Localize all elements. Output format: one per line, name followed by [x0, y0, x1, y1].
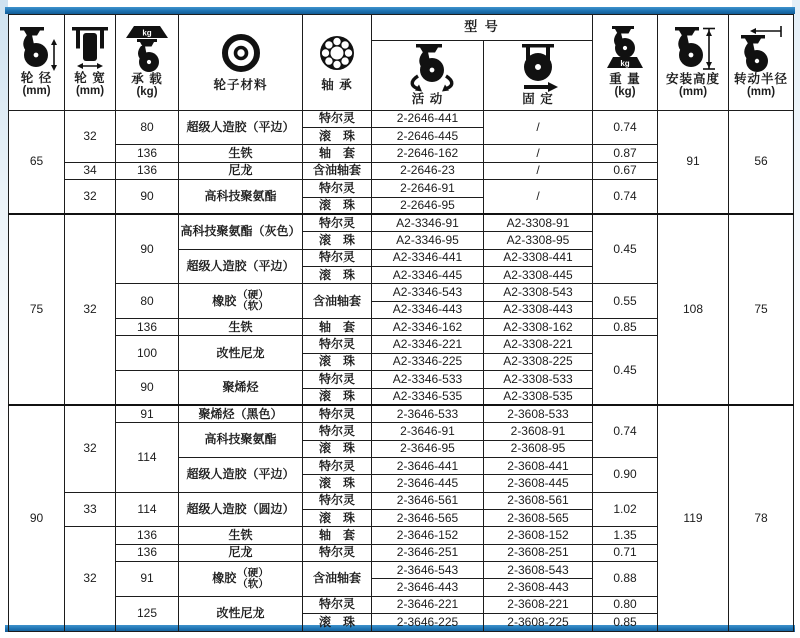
left-edge-decoration: [0, 0, 8, 638]
col-unit: (kg): [614, 86, 636, 99]
weight-cell: 0.85: [593, 319, 658, 336]
svg-text:kg: kg: [620, 58, 630, 68]
weight-cell: 0.74: [593, 180, 658, 215]
model-fixed-cell: /: [484, 180, 593, 215]
wheel-material-cell: 聚烯烃（黑色）: [179, 405, 303, 422]
model-fixed-cell: A2-3308-221: [484, 336, 593, 353]
col-header-model-swivel: [372, 41, 484, 111]
col-unit: (mm): [75, 85, 105, 98]
bearing-cell: 轴 套: [303, 527, 372, 544]
bearing-cell: 滚 珠: [303, 353, 372, 370]
col-header-weight: [593, 15, 658, 111]
model-fixed-cell: A2-3308-533: [484, 371, 593, 388]
load-capacity-cell: 114: [116, 492, 179, 527]
weight-cell: 1.35: [593, 527, 658, 544]
wheel-icon: [179, 31, 302, 79]
ball-bearing-icon: [303, 31, 371, 79]
wheel-material-cell: 超级人造胶（平边）: [179, 249, 303, 284]
wheel-material-cell: 高科技聚氨酯（灰色）: [179, 214, 303, 249]
load-capacity-cell: 136: [116, 162, 179, 179]
weight-cell: 0.45: [593, 214, 658, 283]
wheel-material-cell: 生铁: [179, 319, 303, 336]
model-fixed-cell: A2-3308-162: [484, 319, 593, 336]
load-capacity-cell: 125: [116, 596, 179, 631]
col-label: 轮 径: [20, 70, 53, 85]
wheel-material-cell: 高科技聚氨酯: [179, 423, 303, 458]
col-header-model-fixed: [484, 41, 593, 111]
model-swivel-cell: A2-3346-543: [372, 284, 484, 301]
col-header-bearing: [303, 15, 372, 111]
col-unit: (mm): [22, 85, 51, 98]
model-swivel-cell: 2-2646-445: [372, 128, 484, 145]
bearing-cell: 滚 珠: [303, 232, 372, 249]
wheel-width-cell: 33: [65, 492, 116, 527]
swivel-caster-rotation-icon: [372, 43, 483, 93]
bearing-cell: 特尔灵: [303, 544, 372, 561]
model-fixed-cell: A2-3308-95: [484, 232, 593, 249]
bearing-cell: 特尔灵: [303, 596, 372, 613]
model-swivel-cell: A2-3346-445: [372, 266, 484, 283]
model-fixed-cell: /: [484, 110, 593, 145]
bearing-cell: 滚 珠: [303, 614, 372, 631]
wheel-material-cell: 超级人造胶（平边）: [179, 457, 303, 492]
bearing-cell: 特尔灵: [303, 423, 372, 440]
model-fixed-cell: A2-3308-225: [484, 353, 593, 370]
wheel-material-cell: 尼龙: [179, 162, 303, 179]
caster-turning-radius-icon: [729, 25, 793, 73]
model-fixed-cell: A2-3308-543: [484, 284, 593, 301]
caster-load-kg-icon: [116, 25, 178, 73]
model-swivel-cell: 2-2646-95: [372, 197, 484, 214]
bearing-cell: 特尔灵: [303, 249, 372, 266]
col-header-wheel-diameter: [9, 15, 65, 111]
col-label: 转动半径: [733, 71, 788, 86]
model-fixed-cell: 2-3608-225: [484, 614, 593, 631]
wheel-material-cell: 尼龙: [179, 544, 303, 561]
load-capacity-cell: 80: [116, 284, 179, 319]
model-swivel-cell: A2-3346-443: [372, 301, 484, 318]
load-capacity-cell: 80: [116, 110, 179, 145]
bearing-cell: 特尔灵: [303, 110, 372, 127]
model-swivel-cell: 2-3646-445: [372, 475, 484, 492]
bearing-cell: 含油轴套: [303, 562, 372, 597]
model-fixed-cell: 2-3608-561: [484, 492, 593, 509]
model-fixed-cell: 2-3608-95: [484, 440, 593, 457]
model-swivel-cell: 2-3646-152: [372, 527, 484, 544]
model-swivel-cell: 2-3646-565: [372, 510, 484, 527]
model-fixed-cell: 2-3608-565: [484, 510, 593, 527]
model-swivel-cell: 2-2646-162: [372, 145, 484, 162]
caster-weight-kg-icon: [593, 25, 657, 73]
col-label: 轴 承: [321, 78, 353, 92]
wheel-width-cell: 32: [65, 527, 116, 631]
model-swivel-cell: 2-3646-91: [372, 423, 484, 440]
model-fixed-cell: A2-3308-443: [484, 301, 593, 318]
load-capacity-cell: 90: [116, 180, 179, 215]
model-swivel-cell: 2-3646-221: [372, 596, 484, 613]
weight-cell: 0.71: [593, 544, 658, 561]
wheel-material-cell: 橡胶 （硬） （软）: [179, 284, 303, 319]
model-swivel-cell: A2-3346-535: [372, 388, 484, 405]
weight-cell: 0.88: [593, 562, 658, 597]
bearing-cell: 滚 珠: [303, 440, 372, 457]
bearing-cell: 特尔灵: [303, 405, 372, 422]
load-capacity-cell: 136: [116, 544, 179, 561]
model-fixed-cell: 2-3608-221: [484, 596, 593, 613]
wheel-material-cell: 聚烯烃: [179, 371, 303, 406]
wheel-material-cell: 生铁: [179, 527, 303, 544]
model-swivel-cell: 2-2646-23: [372, 162, 484, 179]
model-swivel-cell: A2-3346-533: [372, 371, 484, 388]
col-label: 承 载: [131, 71, 163, 86]
weight-cell: 0.90: [593, 457, 658, 492]
top-blue-bar: [5, 7, 795, 14]
load-capacity-cell: 136: [116, 319, 179, 336]
load-capacity-cell: 90: [116, 371, 179, 406]
col-label: 重 量: [609, 71, 641, 86]
wheel-diameter-cell: 65: [9, 110, 65, 214]
model-swivel-cell: 2-3646-95: [372, 440, 484, 457]
col-header-model: 型 号: [372, 15, 593, 41]
model-fixed-cell: 2-3608-441: [484, 457, 593, 474]
model-swivel-cell: 2-3646-443: [372, 579, 484, 596]
bearing-cell: 特尔灵: [303, 214, 372, 231]
col-label: 轮 宽: [74, 70, 106, 85]
model-swivel-cell: A2-3346-162: [372, 319, 484, 336]
wheel-material-cell: 生铁: [179, 145, 303, 162]
model-swivel-cell: 2-3646-561: [372, 492, 484, 509]
caster-mount-height-icon: [658, 25, 728, 73]
model-fixed-cell: A2-3308-535: [484, 388, 593, 405]
bearing-cell: 特尔灵: [303, 336, 372, 353]
model-swivel-cell: 2-2646-441: [372, 110, 484, 127]
swivel-caster-diameter-icon: [9, 26, 64, 72]
weight-cell: 0.74: [593, 110, 658, 145]
bearing-cell: 含油轴套: [303, 284, 372, 319]
col-header-mount-height: [658, 15, 729, 111]
load-capacity-cell: 90: [116, 214, 179, 283]
load-capacity-cell: 91: [116, 405, 179, 422]
bearing-cell: 滚 珠: [303, 128, 372, 145]
col-label: 固 定: [522, 92, 554, 106]
weight-cell: 0.67: [593, 162, 658, 179]
fixed-caster-arrow-icon: [484, 43, 592, 93]
bearing-cell: 特尔灵: [303, 457, 372, 474]
model-fixed-cell: A2-3308-91: [484, 214, 593, 231]
mount-height-cell: 119: [658, 405, 729, 631]
model-swivel-cell: A2-3346-221: [372, 336, 484, 353]
load-capacity-cell: 136: [116, 145, 179, 162]
col-label: 安装高度: [665, 71, 720, 86]
svg-text:kg: kg: [142, 28, 152, 38]
bearing-cell: 特尔灵: [303, 492, 372, 509]
weight-cell: 0.45: [593, 336, 658, 405]
model-fixed-cell: 2-3608-443: [484, 579, 593, 596]
model-swivel-cell: A2-3346-91: [372, 214, 484, 231]
model-fixed-cell: 2-3608-152: [484, 527, 593, 544]
model-fixed-cell: 2-3608-445: [484, 475, 593, 492]
col-header-load-capacity: [116, 15, 179, 111]
bearing-cell: 滚 珠: [303, 510, 372, 527]
bearing-cell: 滚 珠: [303, 388, 372, 405]
col-label: 活 动: [411, 92, 444, 106]
wheel-material-cell: 高科技聚氨酯: [179, 180, 303, 215]
weight-cell: 1.02: [593, 492, 658, 527]
mount-height-cell: 91: [658, 110, 729, 214]
model-fixed-cell: 2-3608-533: [484, 405, 593, 422]
weight-cell: 0.80: [593, 596, 658, 613]
wheel-width-cell: 32: [65, 110, 116, 162]
col-header-wheel-width: [65, 15, 116, 111]
wheel-width-cell: 32: [65, 405, 116, 492]
model-fixed-cell: 2-3608-543: [484, 562, 593, 579]
wheel-width-cell: 32: [65, 214, 116, 405]
load-capacity-cell: 91: [116, 562, 179, 597]
bearing-cell: 特尔灵: [303, 371, 372, 388]
mount-height-cell: 108: [658, 214, 729, 405]
model-fixed-cell: /: [484, 145, 593, 162]
wheel-material-cell: 超级人造胶（平边）: [179, 110, 303, 145]
wheel-material-cell: 超级人造胶（圆边）: [179, 492, 303, 527]
weight-cell: 0.74: [593, 405, 658, 457]
col-unit: (mm): [746, 86, 776, 99]
weight-cell: 0.55: [593, 284, 658, 319]
model-swivel-cell: 2-3646-441: [372, 457, 484, 474]
bearing-cell: 含油轴套: [303, 162, 372, 179]
model-fixed-cell: 2-3608-251: [484, 544, 593, 561]
model-fixed-cell: /: [484, 162, 593, 179]
bearing-cell: 滚 珠: [303, 197, 372, 214]
bearing-cell: 特尔灵: [303, 180, 372, 197]
col-header-turning-radius: [729, 15, 794, 111]
load-capacity-cell: 114: [116, 423, 179, 492]
wheel-material-cell: 改性尼龙: [179, 336, 303, 371]
model-swivel-cell: 2-2646-91: [372, 180, 484, 197]
col-unit: (kg): [136, 86, 158, 99]
turning-radius-cell: 78: [729, 405, 794, 631]
model-swivel-cell: 2-3646-251: [372, 544, 484, 561]
model-fixed-cell: 2-3608-91: [484, 423, 593, 440]
model-fixed-cell: A2-3308-441: [484, 249, 593, 266]
bearing-cell: 滚 珠: [303, 475, 372, 492]
model-swivel-cell: A2-3346-441: [372, 249, 484, 266]
wheel-width-cell: 34: [65, 162, 116, 179]
turning-radius-cell: 75: [729, 214, 794, 405]
turning-radius-cell: 56: [729, 110, 794, 214]
caster-spec-table: [8, 14, 794, 632]
fixed-caster-width-icon: [65, 26, 115, 72]
model-swivel-cell: A2-3346-225: [372, 353, 484, 370]
bearing-cell: 轴 套: [303, 145, 372, 162]
wheel-width-cell: 32: [65, 180, 116, 215]
spec-table-body: [9, 110, 794, 631]
model-fixed-cell: A2-3308-445: [484, 266, 593, 283]
weight-cell: 0.85: [593, 614, 658, 631]
bearing-cell: 滚 珠: [303, 266, 372, 283]
model-swivel-cell: 2-3646-533: [372, 405, 484, 422]
model-swivel-cell: A2-3346-95: [372, 232, 484, 249]
wheel-material-cell: 改性尼龙: [179, 596, 303, 631]
weight-cell: 0.87: [593, 145, 658, 162]
col-label: 轮子材料: [213, 78, 268, 92]
col-header-wheel-material: [179, 15, 303, 111]
load-capacity-cell: 100: [116, 336, 179, 371]
wheel-material-cell: 橡胶 （硬） （软）: [179, 562, 303, 597]
wheel-diameter-cell: 90: [9, 405, 65, 631]
model-swivel-cell: 2-3646-543: [372, 562, 484, 579]
model-swivel-cell: 2-3646-225: [372, 614, 484, 631]
col-unit: (mm): [678, 86, 708, 99]
load-capacity-cell: 136: [116, 527, 179, 544]
wheel-diameter-cell: 75: [9, 214, 65, 405]
bearing-cell: 轴 套: [303, 319, 372, 336]
